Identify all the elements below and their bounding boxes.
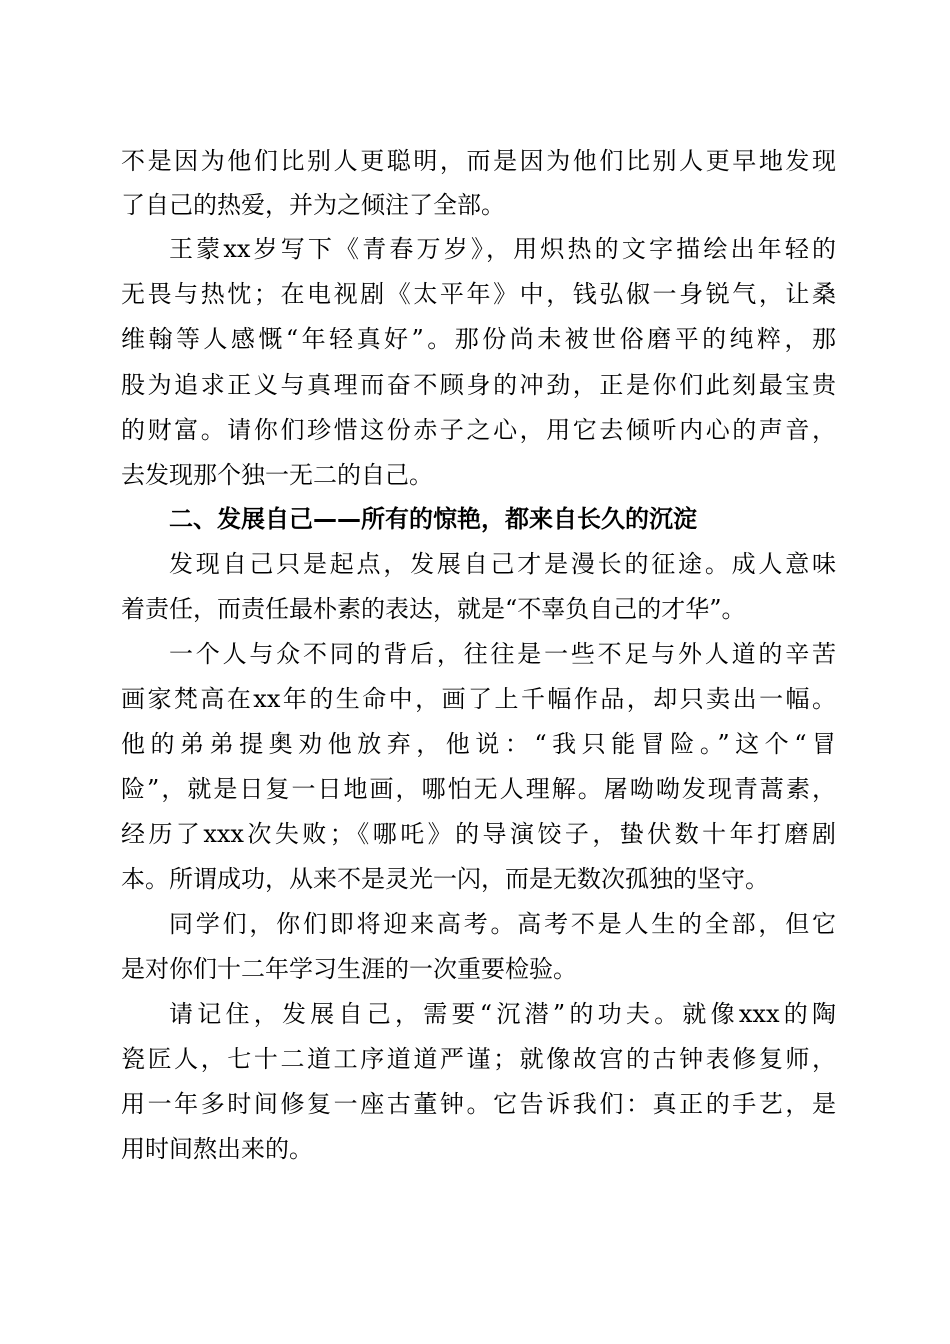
text-line: 去发现那个独一无二的自己。 xyxy=(121,461,433,489)
text-line: 股为追求正义与真理而奋不顾身的冲劲，正是你们此刻最宝贵 xyxy=(121,371,836,399)
text-line: 不是因为他们比别人更聪明，而是因为他们比别人更早地发现 xyxy=(121,147,836,175)
text-line: 他的弟弟提奥劝他放弃，他说：“我只能冒险。”这个“冒 xyxy=(121,730,836,758)
text-line: 本。所谓成功，从来不是灵光一闪，而是无数次孤独的坚守。 xyxy=(121,865,769,893)
text-line: 用时间熬出来的。 xyxy=(121,1135,313,1163)
text-line: 发现自己只是起点，发展自己才是漫长的征途。成人意味 xyxy=(169,550,836,578)
text-line: 是对你们十二年学习生涯的一次重要检验。 xyxy=(121,955,577,983)
text-line: 维翰等人感慨“年轻真好”。那份尚未被世俗磨平的纯粹，那 xyxy=(121,325,836,353)
text-line: 画家梵高在xx年的生命中，画了上千幅作品，却只卖出一幅。 xyxy=(121,685,836,713)
text-line: 经历了xxx次失败；《哪吒》的导演饺子，蛰伏数十年打磨剧 xyxy=(121,820,836,848)
text-line: 请记住，发展自己，需要“沉潜”的功夫。就像xxx的陶 xyxy=(169,1000,836,1028)
text-line: 无畏与热忱；在电视剧《太平年》中，钱弘俶一身锐气，让桑 xyxy=(121,280,836,308)
text-line: 王蒙xx岁写下《青春万岁》，用炽热的文字描绘出年轻的 xyxy=(169,235,836,263)
text-line: 了自己的热爱，并为之倾注了全部。 xyxy=(121,191,505,219)
text-line: 用一年多时间修复一座古董钟。它告诉我们：真正的手艺，是 xyxy=(121,1090,836,1118)
text-line: 一个人与众不同的背后，往往是一些不足与外人道的辛苦 xyxy=(169,640,836,668)
text-line: 同学们，你们即将迎来高考。高考不是人生的全部，但它 xyxy=(169,910,836,938)
text-line: 险”，就是日复一日地画，哪怕无人理解。屠呦呦发现青蒿素， xyxy=(121,775,836,803)
text-line: 着责任，而责任最朴素的表达，就是“不辜负自己的才华”。 xyxy=(121,595,746,623)
text-line: 瓷匠人，七十二道工序道道严谨；就像故宫的古钟表修复师， xyxy=(121,1045,836,1073)
section-heading: 二、发展自己——所有的惊艳，都来自长久的沉淀 xyxy=(169,505,697,533)
text-line: 的财富。请你们珍惜这份赤子之心，用它去倾听内心的声音， xyxy=(121,416,836,444)
